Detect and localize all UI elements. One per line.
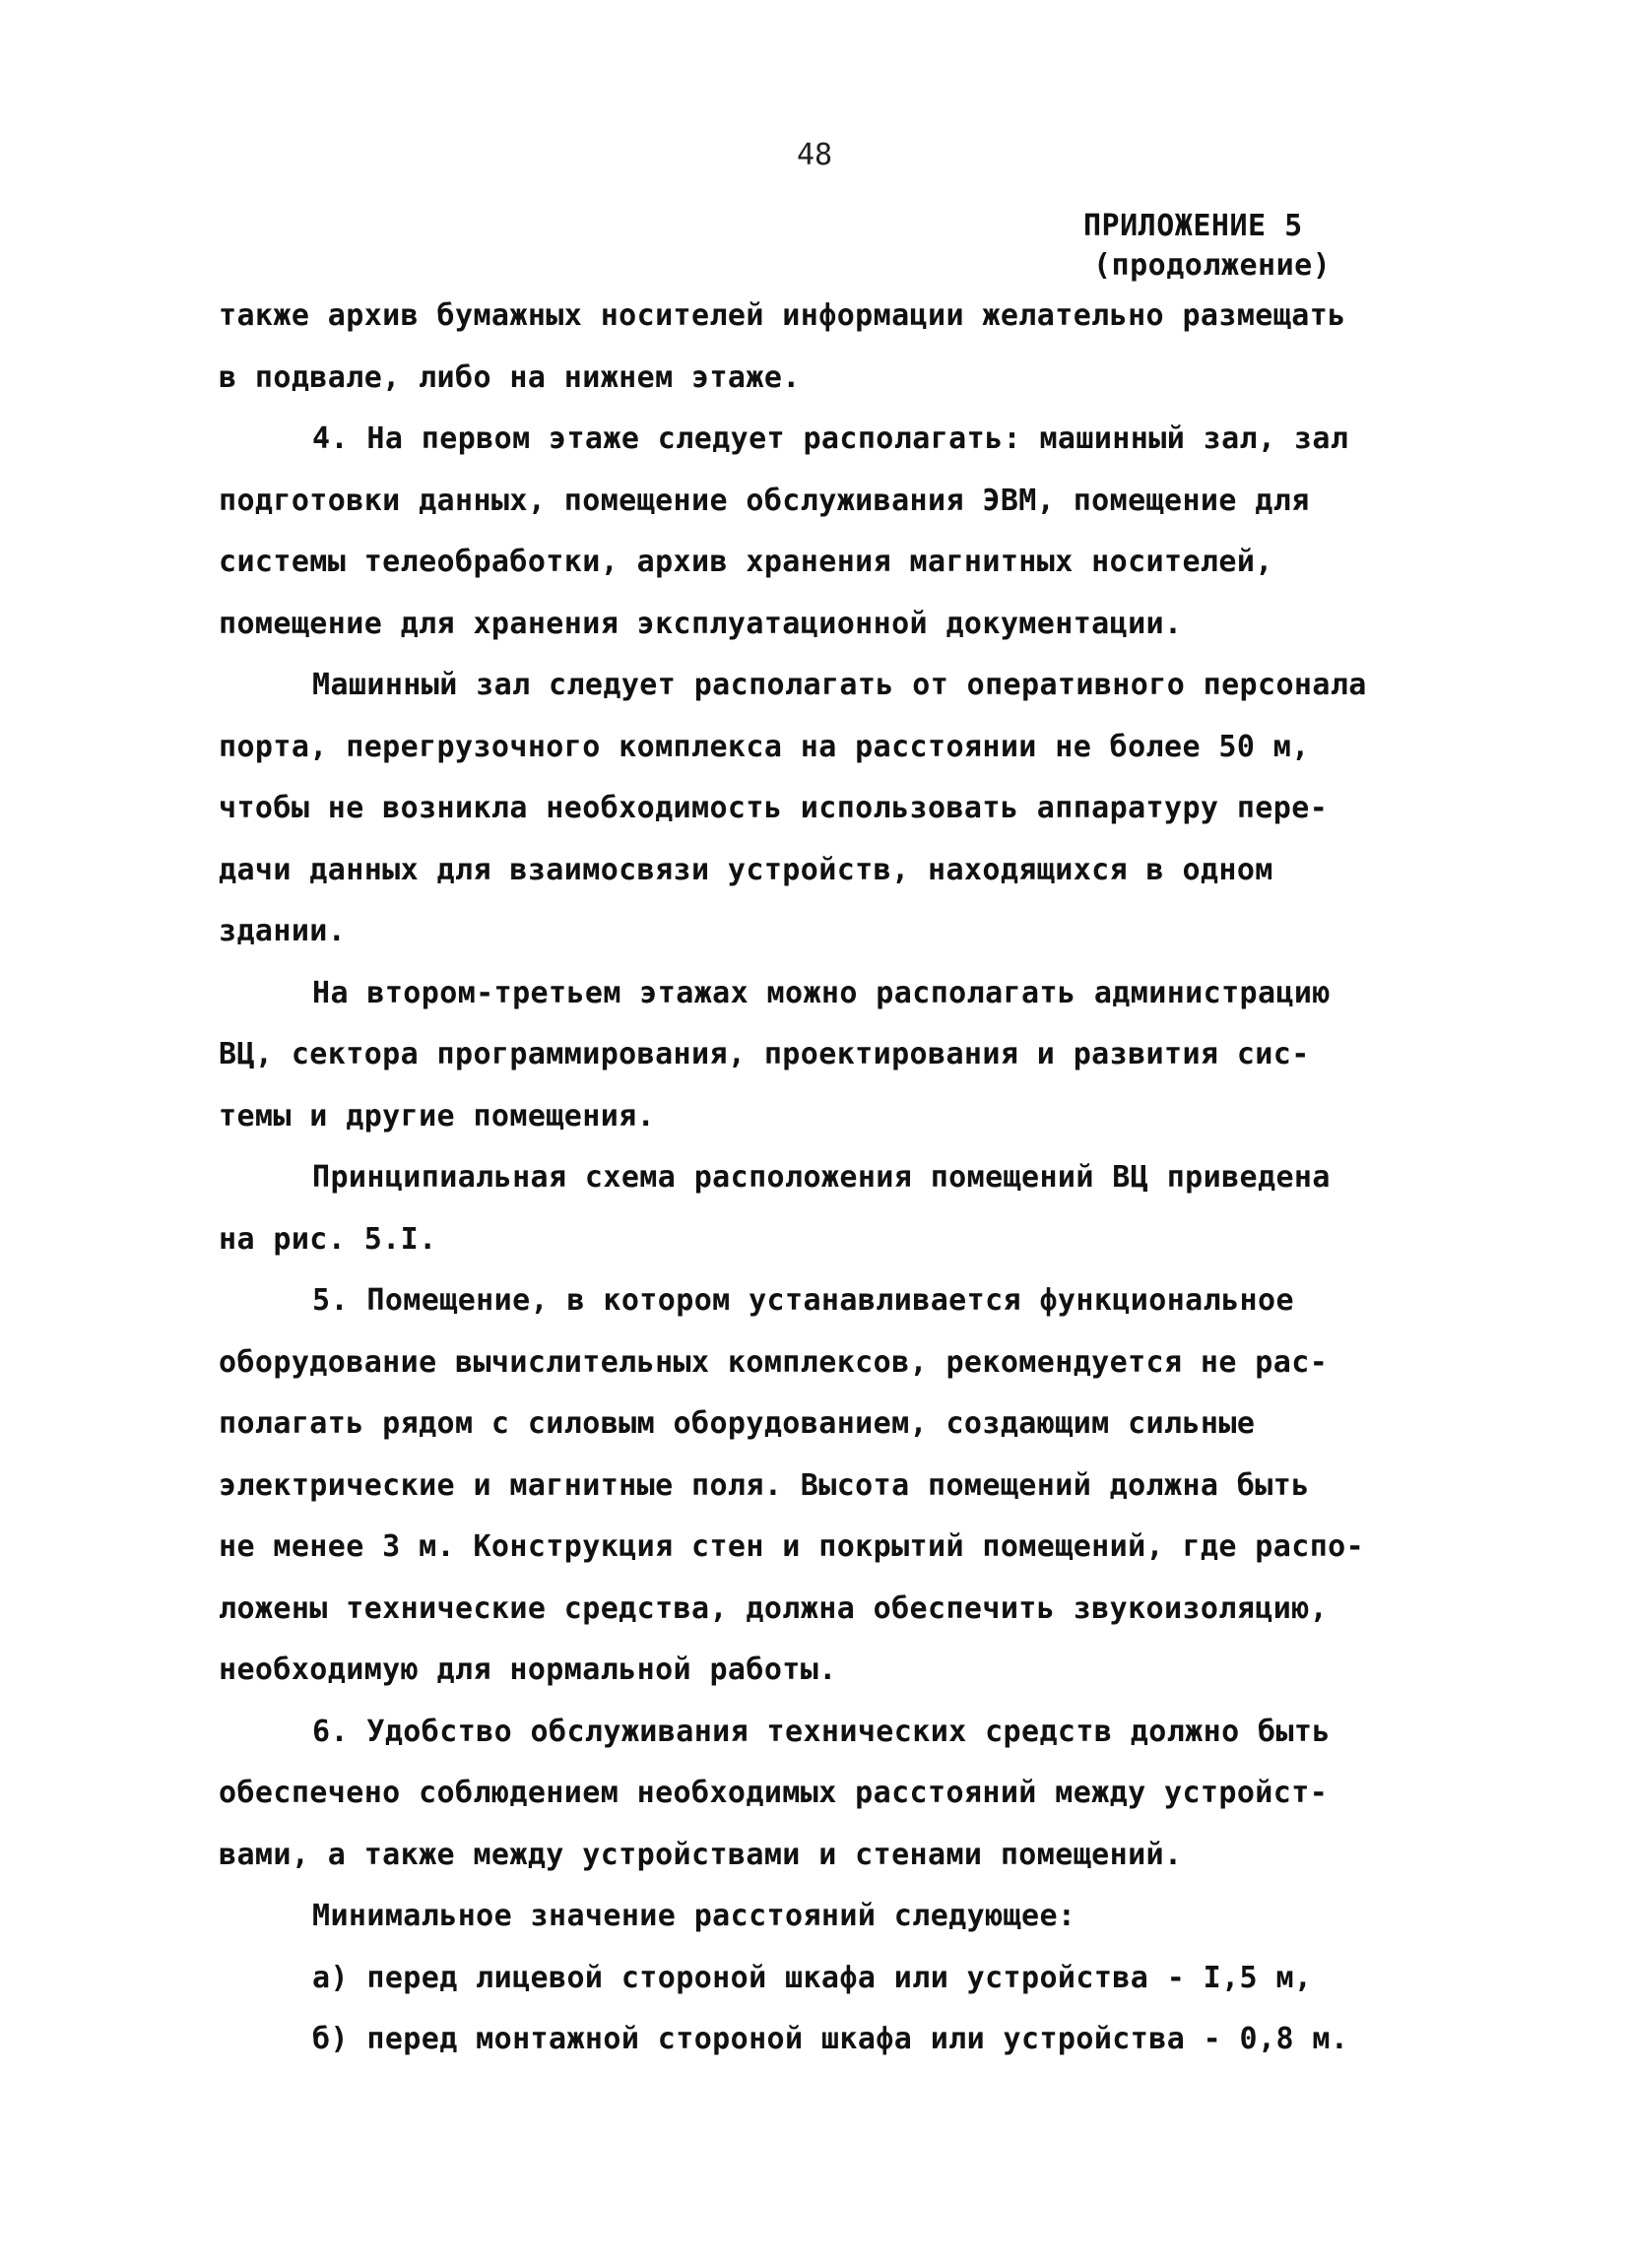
appendix-title: ПРИЛОЖЕНИЕ 5 xyxy=(1083,209,1303,243)
text-line: подготовки данных, помещение обслуживания ЭВМ, помещение для xyxy=(219,483,1310,518)
body-text xyxy=(219,286,1430,2071)
text-line: темы и другие помещения. xyxy=(219,1098,656,1134)
appendix-header xyxy=(1083,207,1331,286)
text-line: а) перед лицевой стороной шкафа или устройства - I,5 м, xyxy=(312,1960,1313,1995)
appendix-subtitle: (продолжение) xyxy=(1093,248,1332,283)
text-line: помещение для хранения эксплуатационной документации. xyxy=(219,606,1183,641)
text-line: 4. На первом этаже следует располагать: машинный зал, зал xyxy=(312,421,1349,456)
text-line: 6. Удобство обслуживания технических средств должно быть xyxy=(312,1714,1331,1749)
text-line: также архив бумажных носителей информации желательно размещать xyxy=(219,298,1346,333)
text-line: в подвале, либо на нижнем этаже. xyxy=(219,359,801,395)
text-line: чтобы не возникла необходимость использовать аппаратуру пере- xyxy=(219,791,1329,825)
text-line: Машинный зал следует располагать от оперативного персонала xyxy=(312,668,1367,702)
text-line: ВЦ, сектора программирования, проектирования и развития сис- xyxy=(219,1037,1310,1071)
text-line: порта, перегрузочного комплекса на расстоянии не более 50 м, xyxy=(219,729,1310,764)
text-line: на рис. 5.I. xyxy=(219,1221,437,1257)
text-line: б) перед монтажной стороной шкафа или устройства - 0,8 м. xyxy=(312,2022,1349,2056)
text-line: дачи данных для взаимосвязи устройств, находящихся в одном xyxy=(219,852,1273,887)
text-line: не менее 3 м. Конструкция стен и покрытий помещений, где распо- xyxy=(219,1529,1365,1564)
text-line: оборудование вычислительных комплексов, рекомендуется не рас- xyxy=(219,1344,1329,1380)
text-line: обеспечено соблюдением необходимых расстояний между устройст- xyxy=(219,1776,1329,1810)
text-line: ложены технические средства, должна обеспечить звукоизоляцию, xyxy=(219,1590,1329,1626)
text-line: На втором-третьем этажах можно располагать администрацию xyxy=(312,975,1331,1010)
text-line: 5. Помещение, в котором устанавливается функциональное xyxy=(312,1283,1294,1318)
text-line: вами, а также между устройствами и стенами помещений. xyxy=(219,1837,1183,1872)
text-line: необходимую для нормальной работы. xyxy=(219,1652,837,1687)
text-line: полагать рядом с силовым оборудованием, создающим сильные xyxy=(219,1406,1256,1441)
page-number: 48 xyxy=(796,138,833,172)
text-line: системы телеобработки, архив хранения магнитных носителей, xyxy=(219,545,1273,579)
text-line: здании. xyxy=(219,914,347,948)
text-line: Минимальное значение расстояний следующее: xyxy=(312,1899,1076,1933)
text-line: Принципиальная схема расположения помещений ВЦ приведена xyxy=(312,1160,1331,1195)
text-line: электрические и магнитные поля. Высота помещений должна быть xyxy=(219,1467,1310,1503)
